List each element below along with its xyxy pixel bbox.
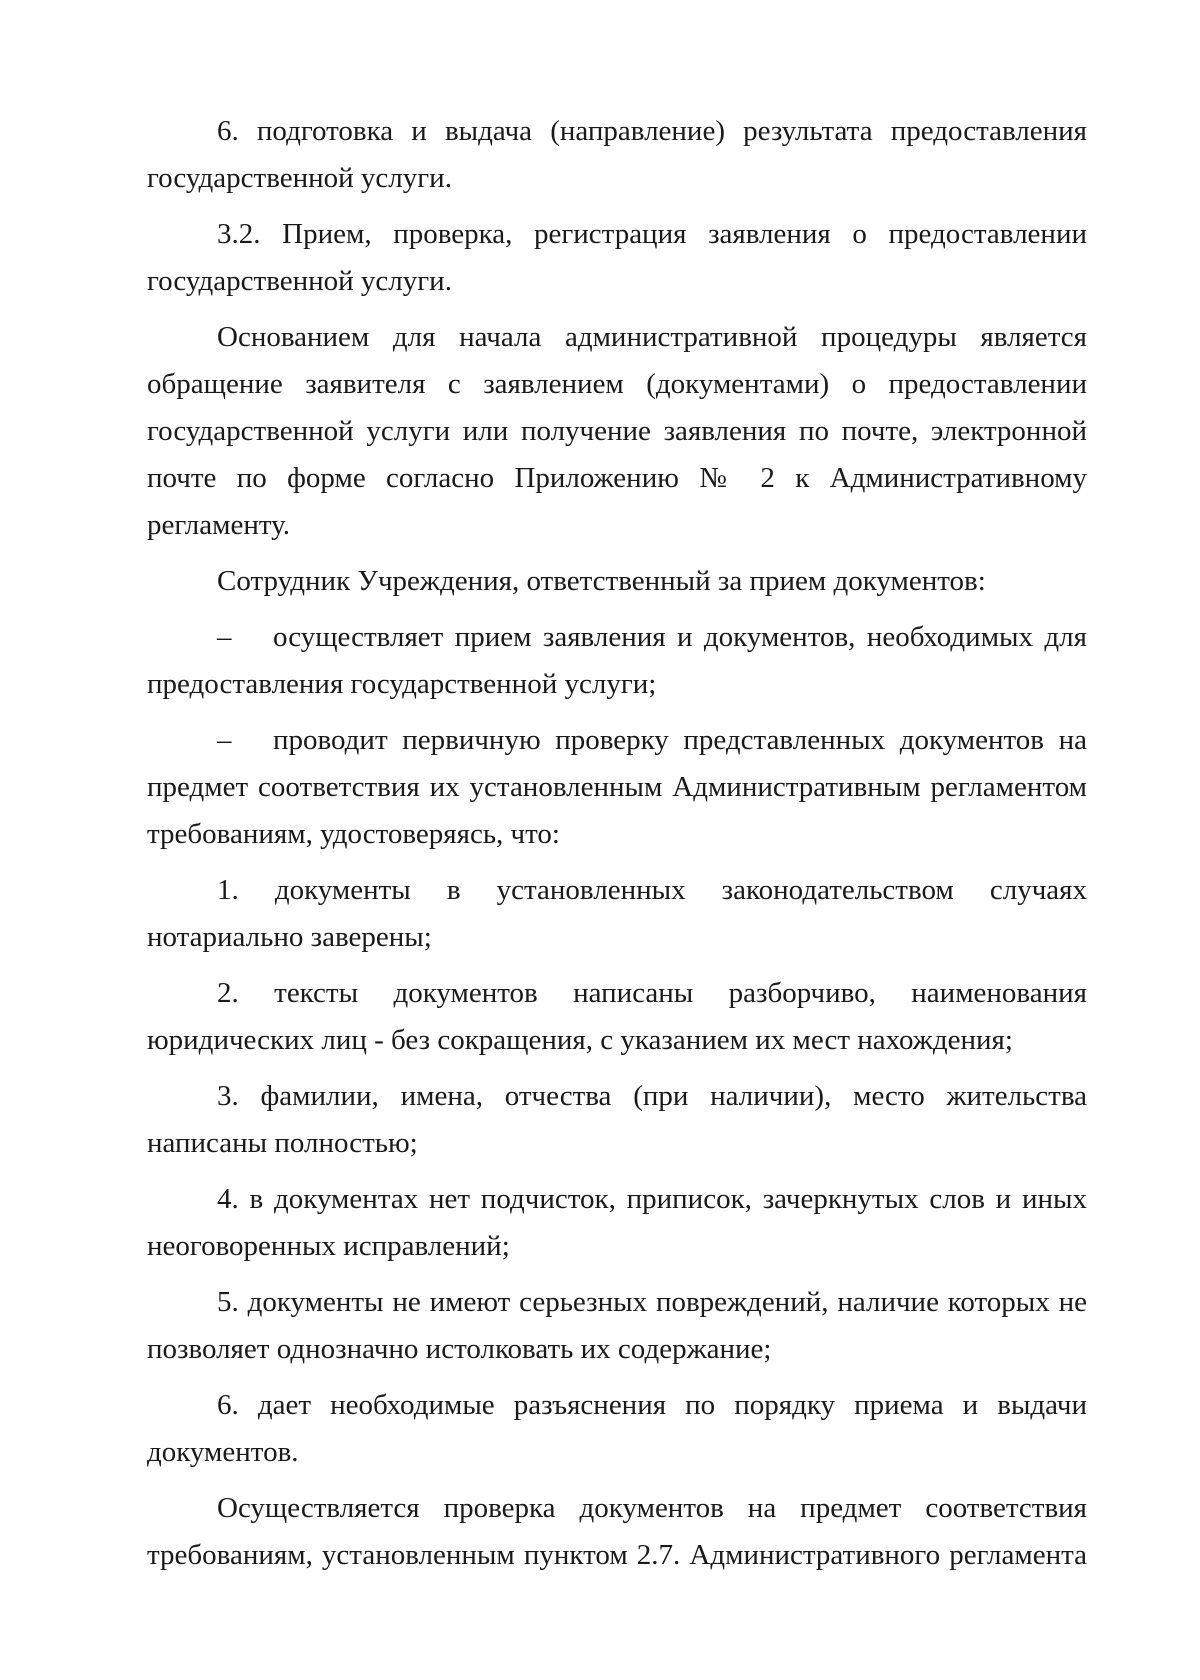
paragraph-employee-duties: Сотрудник Учреждения, ответственный за прием документов: bbox=[217, 565, 986, 597]
paragraph-section-3-2: 3.2. Прием, проверка, регистрация заявления о предоставлении государственной услуги. bbox=[147, 218, 1087, 297]
paragraph-result-issuance: 6. подготовка и выдача (направление) результата предоставления государственной услуги. bbox=[147, 115, 1087, 194]
paragraph-compliance-check: Осуществляется проверка документов на предмет соответствия требованиям, установленным пунктом 2.7. Административного регламента bbox=[147, 1492, 1087, 1571]
check-item-notarized: 1. документы в установленных законодательством случаях нотариально заверены; bbox=[147, 874, 1087, 953]
document-body bbox=[147, 108, 1087, 1579]
paragraph-procedure-basis: Основанием для начала административной процедуры является обращение заявителя с заявлением (документами) о предоставлении государственной услуги или получение заявления по почте, электронной почте по форме согласно Приложению № 2 к Административному регламенту. bbox=[147, 321, 1087, 541]
check-item-legible: 2. тексты документов написаны разборчиво, наименования юридических лиц - без сокращения, с указанием их мест нахождения; bbox=[147, 977, 1087, 1056]
dash-marker: – bbox=[217, 621, 232, 653]
check-item-no-damage: 5. документы не имеют серьезных повреждений, наличие которых не позволяет однозначно истолковать их содержание; bbox=[147, 1286, 1087, 1365]
check-item-explanations: 6. дает необходимые разъяснения по порядку приема и выдачи документов. bbox=[147, 1389, 1087, 1468]
list-item-text: проводит первичную проверку представленных документов на предмет соответствия их установленным Административным регламентом требованиям, удостоверяясь, что: bbox=[147, 724, 1087, 850]
dash-marker: – bbox=[217, 724, 232, 756]
list-item-accepts-application bbox=[147, 614, 1087, 708]
check-item-no-corrections: 4. в документах нет подчисток, приписок, зачеркнутых слов и иных неоговоренных исправлений; bbox=[147, 1183, 1087, 1262]
check-item-full-names: 3. фамилии, имена, отчества (при наличии), место жительства написаны полностью; bbox=[147, 1080, 1087, 1159]
list-item-initial-check bbox=[147, 717, 1087, 858]
list-item-text: осуществляет прием заявления и документов, необходимых для предоставления государственной услуги; bbox=[147, 621, 1087, 700]
